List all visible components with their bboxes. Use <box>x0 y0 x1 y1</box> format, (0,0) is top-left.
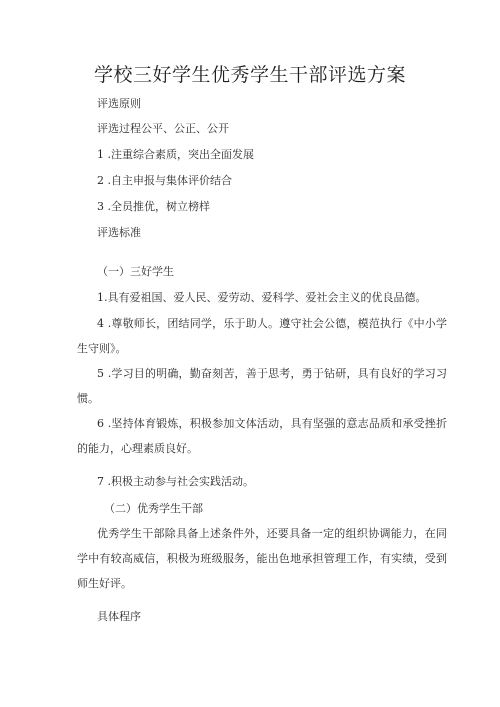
sub2-body: 优秀学生干部除具备上述条件外，还要具备一定的组织协调能力，在同学中有较高威信，积极为班级服务，能出色地承担管理工作，有实绩，受到师生好评。 <box>77 527 447 590</box>
sub2-heading: （二）优秀学生干部 <box>104 502 203 515</box>
standards-heading: 评选标准 <box>97 226 141 239</box>
standard-1: 1.具有爱祖国、爱人民、爱劳动、爱科学、爱社会主义的优良品德。 <box>97 291 427 304</box>
sub1-heading: （一）三好学生 <box>97 265 174 278</box>
standard-6: 6 .坚持体育锻炼，积极参加文体活动，具有坚强的意志品质和承受挫折的能力，心理素质良好。 <box>77 417 447 455</box>
principle-3: 3 .全员推优，树立榜样 <box>97 200 210 213</box>
principle-2: 2 .自主申报与集体评价结合 <box>97 174 232 187</box>
procedure-heading: 具体程序 <box>97 610 141 623</box>
principles-intro: 评选过程公平、公正、公开 <box>97 122 229 135</box>
principle-1: 1 .注重综合素质，突出全面发展 <box>97 148 254 161</box>
principles-heading: 评选原则 <box>97 97 141 110</box>
standard-5: 5 .学习目的明确，勤奋刻苦，善于思考，勇于钻研，具有良好的学习习惯。 <box>77 367 447 405</box>
standard-7: 7 .积极主动参与社会实践活动。 <box>97 475 254 488</box>
standard-4: 4 .尊敬师长，团结同学，乐于助人。遵守社会公德，模范执行《中小学生守则》。 <box>77 317 447 355</box>
document-title: 学校三好学生优秀学生干部评选方案 <box>93 64 406 86</box>
